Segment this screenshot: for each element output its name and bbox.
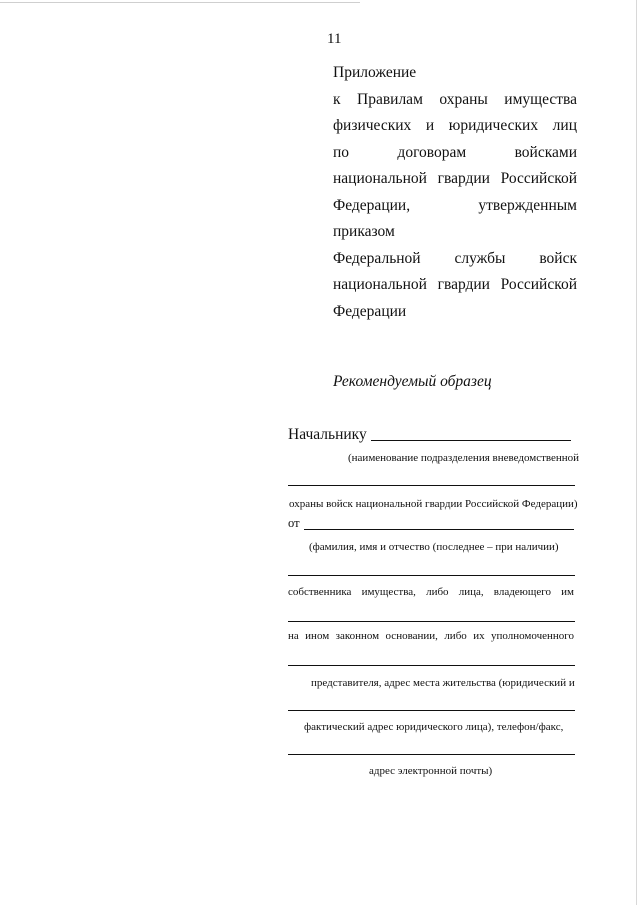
appendix-line: Федеральной службы войск xyxy=(333,249,577,267)
caption-legal-address: фактический адрес юридического лица), телефон/факс, xyxy=(304,721,564,733)
appendix-line: к Правилам охраны имущества xyxy=(333,90,577,108)
address-field-line[interactable] xyxy=(288,710,575,711)
full-name-field-line[interactable] xyxy=(288,575,575,576)
appendix-line: национальной гвардии Российской xyxy=(333,170,577,187)
caption-legal-basis: на ином законном основании, либо их уполномоченного xyxy=(288,630,574,642)
caption-full-name: (фамилия, имя и отчество (последнее – при наличии) xyxy=(309,541,559,553)
caption-rosgvardia: охраны войск национальной гвардии Российской Федерации) xyxy=(289,498,578,510)
scan-right-edge xyxy=(636,0,637,905)
appendix-line: физических и юридических лиц xyxy=(333,117,577,134)
appendix-line: национальной гвардии Российской xyxy=(333,276,577,293)
page-number: 11 xyxy=(327,31,342,47)
from-label: от xyxy=(288,516,300,530)
caption-subdivision: (наименование подразделения вневедомственной xyxy=(348,452,580,464)
appendix-line: Федерации, утвержденным приказом xyxy=(333,196,577,240)
contacts-field-line[interactable] xyxy=(288,754,575,755)
addressee-field-line[interactable] xyxy=(371,440,571,441)
appendix-header xyxy=(333,60,577,325)
caption-email: адрес электронной почты) xyxy=(369,765,493,777)
appendix-title: Приложение xyxy=(333,64,417,81)
caption-address: представителя, адрес места жительства (юридический и xyxy=(311,677,575,689)
appendix-line: Федерации xyxy=(333,302,407,320)
caption-owner: собственника имущества, либо лица, владеющего им xyxy=(288,586,574,598)
addressee-label: Начальнику xyxy=(288,426,367,443)
legal-basis-field-line[interactable] xyxy=(288,665,575,666)
from-field-line[interactable] xyxy=(304,529,574,530)
appendix-line: по договорам войсками xyxy=(333,143,577,161)
subdivision-field-line[interactable] xyxy=(288,485,575,486)
scan-top-edge xyxy=(0,2,360,3)
sample-label: Рекомендуемый образец xyxy=(333,373,492,390)
owner-field-line[interactable] xyxy=(288,621,575,622)
